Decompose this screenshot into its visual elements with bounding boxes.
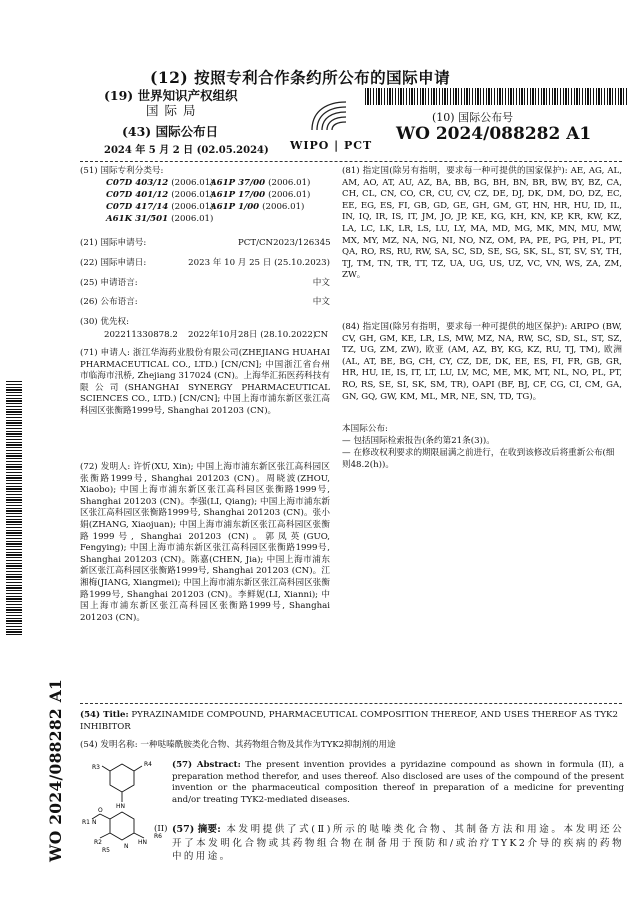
wipo-emblem-icon — [306, 92, 350, 136]
priority-label: (30) 优先权: — [80, 317, 130, 327]
ipc-code: A61P 1/00 (2006.01) — [210, 202, 305, 212]
chemical-structure-formula — [80, 756, 170, 866]
ipc-code: A61P 37/00 (2006.01) — [210, 178, 311, 188]
title-divider — [80, 703, 622, 704]
formula-r2: R2 — [94, 839, 102, 846]
english-abstract: (57) Abstract: The present invention provides a pyridazine compound as shown in formula (II), a preparation method therefor, and uses thereof. Also disclosed are uses of the compound of the present invention or the pharmaceutical composition thereof in preparation of a medicine for preventing and/or treating TYK2-mediated diseases. — [172, 760, 624, 805]
wipo-pct-text: WIPO | PCT — [290, 139, 373, 152]
chinese-abstract: (57) 摘要: 本发明提供了式(Ⅱ)所示的哒嗪类化合物、其制备方法和用途。本发明还公开了本发明化合物或其药物组合物在制备用于预防和/或治疗TYK2介导的疾病的药物中的用途。 — [172, 824, 624, 862]
published-label: 本国际公布: — [342, 424, 388, 434]
barcode-side — [6, 380, 22, 635]
formula-nn: N — [124, 843, 129, 850]
filing-lang-label: (25) 申请语言: — [80, 278, 138, 288]
pub-lang-label: (26) 公布语言: — [80, 297, 138, 307]
english-title: (54) Title: PYRAZINAMIDE COMPOUND, PHARMACEUTICAL COMPOSITION THEREOF, AND USES THEREOF AS TYK2 INHIBITOR — [80, 710, 618, 732]
inventor-block: (72) 发明人: 许忻(XU, Xin); 中国上海市浦东新区张江高科园区张衡路1999号, Shanghai 201203 (CN)。周晓波(ZHOU, Xiaobo); 中国上海市浦东新区张江高科园区张衡路1999号, Shanghai 201203 (CN)。李强(LI, Qiang); 中国上海市浦东新区张江高科园区张衡路1999号, Shanghai 201203 (CN)。张小娟(ZHANG, Xiaojuan); 中国上海市浦东新区张江高科园区张衡路1999号, Shanghai 201203 (CN)。郭凤英(GUO, Fengying); 中国上海市浦东新区张江高科园区张衡路1999号, Shanghai 201203 (CN)。陈嘉(CHEN, Jia); 中国上海市浦东新区张江高科园区张衡路1999号, Shanghai 201203 (CN)。江湘梅(JIANG, Xiangmei); 中国上海市浦东新区张江高科园区张衡路1999号, Shanghai 201203 (CN)。李鲜妮(LI, Xianni); 中国上海市浦东新区张江高科园区张衡路1999号, Shanghai 201203 (CN)。 — [80, 462, 330, 623]
org-bureau: 国 际 局 — [146, 103, 197, 118]
formula-r4: R4 — [144, 761, 152, 768]
formula-r1: R1 — [82, 819, 90, 826]
side-publication-number: WO 2024/088282 A1 — [46, 678, 65, 862]
published-item: — 在修改权利要求的期限届满之前进行，在收到该修改后将重新公布(细则48.2(h))。 — [342, 448, 615, 470]
applicant-block: (71) 申请人: 浙江华海药业股份有限公司(ZHEJIANG HUAHAI PHARMACEUTICAL CO., LTD.) [CN/CN]; 中国浙江省台州市临海市汛桥, Zhejiang 317024 (CN)。上海华汇拓医药科技有限公司(SHANGHAI SYNERGY PHARMACEUTICAL SCIENCES CO., LTD.) [CN/CN]; 中国上海市浦东新区张江高科园区张衡路1999号, Shanghai 201203 (CN)。 — [80, 348, 330, 416]
formula-n: N — [92, 819, 97, 826]
header-divider — [80, 161, 622, 162]
formula-tag: (II) — [154, 824, 168, 834]
app-no: PCT/CN2023/126345 — [238, 238, 331, 248]
formula-r6: R6 — [154, 833, 162, 840]
ipc-code: C07D 403/12 (2006.01) — [106, 178, 214, 188]
document-title: (12) 按照专利合作条约所公布的国际申请 — [150, 68, 451, 87]
designated-regional: (84) 指定国(除另有指明，要求每一种可提供的地区保护): ARIPO (BW, CV, GH, GM, KE, LR, LS, MW, MZ, NA, RW, SC, SD, SL, ST, SZ, TZ, UG, ZM, ZW), 欧亚 (AM, AZ, BY, KG, KZ, RU, TJ, TM), 欧洲 (AL, AT, BE, BG, CH, CY, CZ, DE, DK, EE, ES, FI, FR, GB, GR, HR, HU, IE, IS, IT, LT, LU, LV, MC, ME, MK, MT, NL, NO, PL, PT, RO, RS, SE, SI, SK, SM, TR), OAPI (BF, BJ, CF, CG, CI, CM, GA, GN, GQ, GW, KM, ML, MR, NE, SN, TD, TG)。 — [342, 322, 622, 402]
ipc-code: A61P 17/00 (2006.01) — [210, 190, 311, 200]
priority-number: 202211330878.2 — [104, 330, 178, 340]
published-item: — 包括国际检索报告(条约第21条(3))。 — [342, 436, 495, 446]
priority-date: 2022年10月28日 (28.10.2022) — [188, 330, 317, 340]
filing-lang: 中文 — [312, 278, 330, 288]
pub-number: WO 2024/088282 A1 — [396, 124, 592, 144]
barcode-top — [365, 88, 627, 105]
formula-r3: R3 — [92, 764, 100, 771]
pub-lang: 中文 — [312, 297, 330, 307]
designated-national: (81) 指定国(除另有指明，要求每一种可提供的国家保护): AE, AG, AL, AM, AO, AT, AU, AZ, BA, BB, BG, BH, BN, BR, BW, BY, BZ, CA, CH, CL, CN, CO, CR, CU, CV, CZ, DE, DJ, DK, DM, DO, DZ, EC, EE, EG, ES, FI, GB, GD, GE, GH, GM, GT, HN, HR, HU, ID, IL, IN, IQ, IR, IS, IT, JM, JO, JP, KE, KG, KH, KN, KP, KR, KW, KZ, LA, LC, LK, LR, LS, LU, LY, MA, MD, MG, MK, MN, MU, MW, MX, MY, MZ, NA, NG, NI, NO, NZ, OM, PA, PE, PG, PH, PL, PT, QA, RO, RS, RU, RW, SA, SC, SD, SE, SG, SK, SL, ST, SV, SY, TH, TJ, TM, TN, TR, TT, TZ, UA, UG, US, UZ, VC, VN, WS, ZA, ZM, ZW。 — [342, 166, 622, 281]
ipc-label: (51) 国际专利分类号: — [80, 166, 164, 176]
ipc-code: C07D 401/12 (2006.01) — [106, 190, 214, 200]
filing-date-label: (22) 国际申请日: — [80, 258, 147, 268]
app-no-label: (21) 国际申请号: — [80, 238, 147, 248]
pub-number-label: (10) 国际公布号 — [432, 111, 514, 124]
ipc-code: C07D 417/14 (2006.01) — [106, 202, 214, 212]
pub-date: 2024 年 5 月 2 日 (02.05.2024) — [104, 145, 269, 156]
org-name: (19) 世界知识产权组织 — [104, 88, 238, 103]
pub-date-label: (43) 国际公布日 — [122, 124, 219, 139]
filing-date: 2023 年 10 月 25 日 (25.10.2023) — [188, 258, 330, 268]
ipc-code: A61K 31/501 (2006.01) — [106, 214, 214, 224]
priority-country: CN — [314, 330, 329, 340]
formula-r5: R5 — [102, 847, 110, 854]
chinese-title: (54) 发明名称: 一种哒嗪酰胺类化合物、其药物组合物及其作为TYK2抑制剂的用途 — [80, 740, 396, 750]
formula-o: O — [98, 807, 103, 814]
formula-nh: HN — [138, 839, 147, 846]
formula-hn: HN — [116, 803, 125, 810]
